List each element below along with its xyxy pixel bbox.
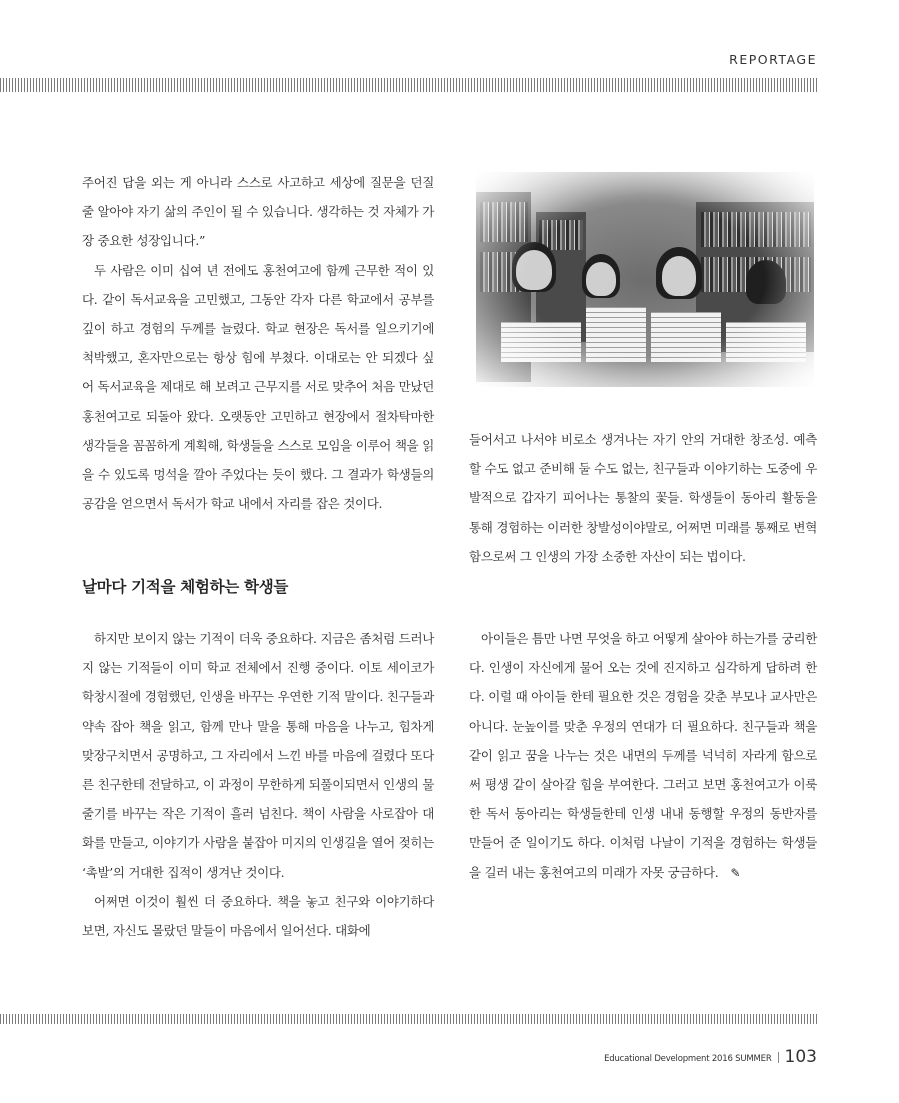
paragraph: 하지만 보이지 않는 기적이 더욱 중요하다. 지금은 좀처럼 드러나지 않는 기적들이 이미 학교 전체에서 진행 중이다. 이토 세이코가 학창시절에 경험했던, 인생을 바꾸는 우연한 기적 말이다. 친구들과 약속 잡아 책을 읽고, 함께 만나 말을 통해 마음을 나누고, 힘차게 맞장구치면서 공명하고, 그 자리에서 느낀 바를 마음에 걸렸다 또다른 친구한테 전달하고, 이 과정이 무한하게 되풀이되면서 인생의 물줄기를 바꾸는 작은 기적이 흘러 넘친다. 책이 사람을 사로잡아 대화를 만들고, 이야기가 사람을 붙잡아 미지의 인생길을 열어 젖히는 ‘촉발’의 거대한 집적이 생겨난 것이다. [82, 631, 434, 880]
section-heading: 날마다 기적을 체험하는 학생들 [82, 578, 289, 596]
left-column-bottom-text [82, 624, 434, 945]
paragraph: 들어서고 나서야 비로소 생겨나는 자기 안의 거대한 창조성. 예측할 수도 없고 준비해 둘 수도 없는, 친구들과 이야기하는 도중에 우발적으로 갑자기 피어나는 통찰의 꽃들. 학생들이 동아리 활동을 통해 경험하는 이러한 창발성이야말로, 어쩌면 미래를 통째로 변혁함으로써 그 인생의 가장 소중한 자산이 되는 법이다. [469, 432, 817, 564]
library-photo [476, 172, 814, 387]
left-column-top-text [82, 168, 434, 518]
paragraph: 아이들은 틈만 나면 무엇을 하고 어떻게 살아야 하는가를 궁리한다. 인생이 자신에게 물어 오는 것에 진지하고 심각하게 답하려 한다. 이럴 때 아이들 한테 필요한 것은 경험을 갖춘 부모나 교사만은 아니다. 눈높이를 맞춘 우정의 연대가 더 필요하다. 친구들과 책을 같이 읽고 꿈을 나누는 것은 내면의 두께를 넉넉히 자라게 함으로써 평생 같이 살아갈 힘을 부여한다. 그러고 보면 홍천여고가 이룩한 독서 동아리는 학생들한테 인생 내내 동행할 우정의 동반자를 만들어 준 일이기도 하다. 이처럼 나날이 기적을 경험하는 학생들을 길러 내는 홍천여고의 미래가 자못 궁금하다.✎ [469, 624, 817, 888]
right-column-top-text [469, 425, 817, 571]
page-number: 103 [784, 1047, 817, 1067]
publication-name: Educational Development 2016 SUMMER [604, 1054, 772, 1064]
paragraph: 두 사람은 이미 십여 년 전에도 홍천여고에 함께 근무한 적이 있다. 같이 독서교육을 고민했고, 그동안 각자 다른 학교에서 공부를 깊이 하고 경험의 두께를 늘렸다. 학교 현장은 독서를 일으키기에 척박했고, 혼자만으로는 항상 힘에 부쳤다. 이대로는 안 되겠다 싶어 독서교육을 제대로 해 보려고 근무지를 서로 맞추어 처음 만났던 홍천여고로 되돌아 왔다. 오랫동안 고민하고 현장에서 절차탁마한 생각들을 꼼꼼하게 계획해, 학생들을 스스로 모임을 이루어 책을 읽을 수 있도록 멍석을 깔아 주었다는 듯이 했다. 그 결과가 학생들의 공감을 얻으면서 독서가 학교 내에서 자리를 잡은 것이다. [82, 262, 434, 512]
paragraph: 주어진 답을 외는 게 아니라 스스로 사고하고 세상에 질문을 던질 줄 알아야 자기 삶의 주인이 될 수 있습니다. 생각하는 것 자체가 가장 중요한 성장입니다.” [82, 175, 434, 249]
paragraph: 어쩌면 이것이 훨씬 더 중요하다. 책을 놓고 친구와 이야기하다 보면, 자신도 몰랐던 말들이 마음에서 일어선다. 대화에 [82, 893, 434, 939]
bottom-divider-stripe [0, 1014, 818, 1024]
footer-separator [778, 1052, 779, 1063]
end-mark-icon: ✎ [730, 865, 741, 880]
right-column-bottom-text [469, 624, 817, 888]
photo-vignette [476, 172, 814, 387]
page-footer [604, 1047, 817, 1067]
top-divider-stripe [0, 78, 818, 92]
section-label: REPORTAGE [729, 52, 817, 67]
